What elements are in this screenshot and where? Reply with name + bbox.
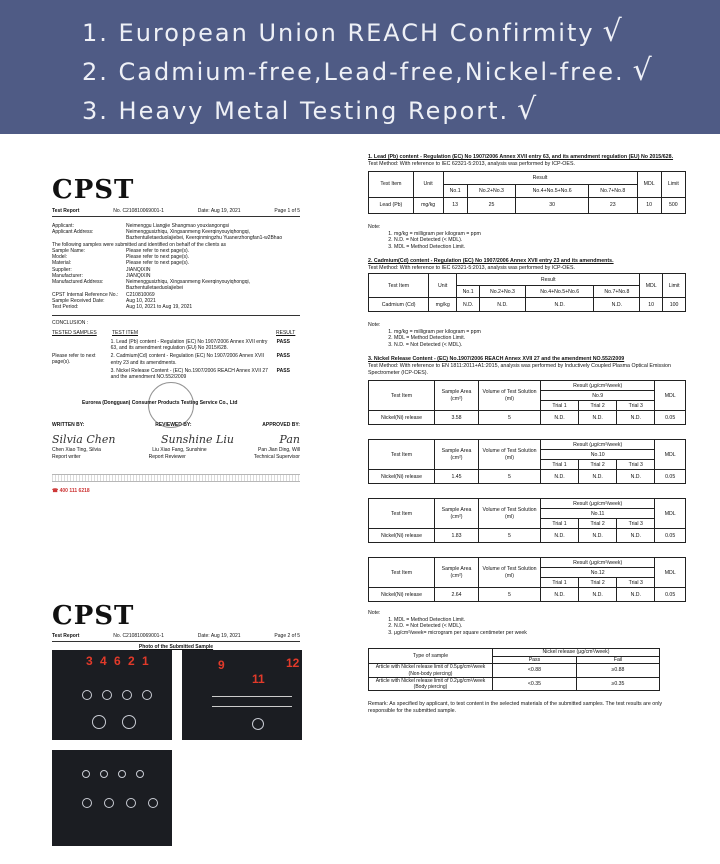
result-header: RESULT (276, 329, 296, 336)
tested-samples-header: TESTED SAMPLES (52, 329, 97, 336)
writer-role: Report writer (52, 453, 81, 460)
sample-photo-1 (52, 650, 172, 740)
field-row: Sample Received Date: Aug 10, 2021 (52, 297, 156, 304)
field-row: Test Period: Aug 10, 2021 to Aug 19, 2021 (52, 304, 193, 310)
sample-photo-2 (182, 650, 302, 740)
photo-2-label-9: 9 (218, 658, 225, 672)
approved-by-label: APPROVED BY: (262, 422, 300, 429)
signature-reviewer: Sunshine Liu (160, 432, 234, 446)
report-title-2: Test Report (52, 632, 80, 639)
test-item-header: TEST ITEM (112, 329, 139, 336)
photo-title: Photo of the Submitted Sample (138, 643, 214, 650)
field-row: Supplier: JIANQIXIN (52, 266, 151, 273)
fine-print (52, 474, 300, 482)
report-page-1 (52, 174, 300, 494)
conclusion-item: 1. Lead (Pb) content - Regulation (EC) No 1907/2006 Annex XVII entry 63, and its amendment regulation (EU) No 2015/628. PASS (110, 338, 290, 351)
signature-writer: Silvia Chen (52, 432, 116, 446)
nickel-method: Test Method: With reference to EN 1811:2011+A1:2015, analysis was performed by Inductively Coupled Plasma Optical Emission Spectrometer (ICP-OES). (368, 363, 671, 376)
report-date: Date: Aug 19, 2021 (197, 207, 241, 214)
field-row: Manufactured Address: Neimenggusizhiqu, Xingsanmeng Keerqinyouyiqhongqi, Bazhentuiletaeduolajiebei (52, 279, 250, 292)
sample-photo-3 (52, 750, 172, 846)
cadmium-notes: Note: 1. mg/kg = milligram per kilogram = ppm 2. MDL = Method Detection Limit. 3. N.D. = Not Detected (< MDL). (368, 322, 686, 348)
page-number: Page 1 of 5 (274, 207, 300, 214)
photo-2-label-11: 11 (252, 672, 265, 686)
report-page-2 (52, 600, 300, 650)
nickel-tables (368, 380, 686, 602)
phone-number: ☎ 400 111 6218 (52, 487, 90, 494)
cpst-logo-2: CPST (52, 601, 135, 631)
conclusion-label: CONCLUSION : (52, 320, 89, 327)
reviewer-name: Liu Xiao Fang, Sunshine (152, 447, 207, 454)
report-page-3 (368, 154, 686, 714)
lead-table: Test Item Unit Result MDL Limit No.1 No.2+No.3 No.4+No.5+No.6 No.7+No.8 Lead (Pb) mg/kg 13 25 30 23 10 500 (368, 171, 686, 214)
lead-notes: Note: 1. mg/kg = milligram per kilogram = ppm 2. N.D. = Not Detected (< MDL). 3. MDL = Method Detection Limit. (368, 224, 686, 250)
lead-section-title: 1. Lead (Pb) content - Regulation (EC) No 1907/2006 Annex XVII entry 63, and its amendment regulation (EU) No 2015/628. (368, 154, 674, 160)
field-row: Model: Please refer to next page(s). (52, 254, 190, 260)
cadmium-method: Test Method: With reference to IEC 62321-5:2013, analysis was performed by ICP-OES. (368, 264, 575, 271)
field-row: Manufacturer: JIANQIXIN (52, 272, 151, 279)
conclusion-item: 2. Cadmium(Cd) content - Regulation (EC) No 1907/2006 Annex XVII entry 23 and its amendments. PASS (110, 353, 290, 366)
supervisor-role: Technical Supervisor (253, 453, 300, 460)
banner-line-1: 1. European Union REACH Confirmity √ (82, 14, 624, 49)
photo-1-labels: 3 4 6 2 1 (86, 654, 151, 668)
remark: Remark: As specified by applicant, to test content in the selected materials of the submitted samples. The test results are only responsible for the submitted sample. (368, 701, 663, 714)
reviewed-by-label: REVIEWED BY: (155, 422, 192, 429)
banner-line-3: 3. Heavy Metal Testing Report. √ (82, 92, 539, 127)
nickel-table: Test Item Sample Area (cm²) Volume of Test Solution (ml) Result (μg/cm²/week) MDL No.10 Trial 1 Trial 2 Trial 3 Nickel(Ni) release 1.45 5 N.D. N.D. N.D. 0.05 (368, 439, 686, 484)
reviewer-role: Report Reviewer (148, 453, 186, 460)
nickel-table: Test Item Sample Area (cm²) Volume of Test Solution (ml) Result (μg/cm²/week) MDL No.11 Trial 1 Trial 2 Trial 3 Nickel(Ni) release 1.83 5 N.D. N.D. N.D. 0.05 (368, 498, 686, 543)
header-banner (0, 0, 720, 134)
nickel-limit-table: Type of sample Nickel release (μg/cm²/week) Pass Fail Article with Nickel release limit of 0.5μg/cm²/week (Non-body piercing) <0.88 ≥0.88 Article with Nickel release limit of 0.2μg/cm²/week (Body piercing) <0.35 ≥0.35 (368, 648, 660, 691)
field-row: Applicant: Neimenggu Liangjie Shangmao youxiangongsi (52, 222, 230, 229)
written-by-label: WRITTEN BY: (52, 422, 85, 429)
nickel-notes: Note: 1. MDL = Method Detection Limit. 2. N.D. = Not Detected (< MDL). 3. μg/cm²/week= microgram per square centimeter per week (368, 610, 686, 636)
page-number-2: Page 2 of 5 (274, 632, 300, 639)
report-title: Test Report (52, 207, 80, 214)
cpst-logo: CPST (52, 175, 135, 205)
field-row: Sample Name: Please refer to next page(s). (52, 247, 190, 254)
nickel-table: Test Item Sample Area (cm²) Volume of Test Solution (ml) Result (μg/cm²/week) MDL No.12 Trial 1 Trial 2 Trial 3 Nickel(Ni) release 2.64 5 N.D. N.D. N.D. 0.05 (368, 557, 686, 602)
company-name: Eurorea (Dongguan) Consumer Products Testing Service Co., Ltd (82, 400, 238, 407)
conclusion-items (111, 339, 300, 383)
cadmium-section-title: 2. Cadmium(Cd) content - Regulation (EC) No 1907/2006 Annex XVII entry 23 and its amendments. (368, 258, 614, 265)
report-no: No. C210810069001-1 (113, 207, 164, 214)
signature-supervisor: Pan (279, 432, 300, 446)
field-row: Material: Please refer to next page(s). (52, 260, 190, 267)
refer-note: Please refer to next page(s). (52, 352, 96, 365)
report-date-2: Date: Aug 19, 2021 (197, 632, 241, 639)
report-no-2: No. C210810069001-1 (113, 632, 164, 639)
banner-line-2: 2. Cadmium-free,Lead-free,Nickel-free. √ (82, 53, 654, 88)
nickel-table: Test Item Sample Area (cm²) Volume of Test Solution (ml) Result (μg/cm²/week) MDL No.9 Trial 1 Trial 2 Trial 3 Nickel(Ni) release 3.58 5 N.D. N.D. N.D. 0.05 (368, 380, 686, 425)
photo-2-label-12: 12 (286, 656, 300, 670)
field-row: Applicant Address: Neimenggusizhiqu, Xingsanmeng Keerqinyouyiqhongqi, Bazhentuiletaeduolajiebei, Keerqinmingzhu Yuanerzhongfan1-w2Bhao (52, 229, 283, 242)
writer-name: Chen Xiao Ting, Silvia (52, 447, 101, 454)
field-row: CPST Internal Reference No.: C210810069 (52, 291, 155, 298)
field-row: The following samples were submitted and identified on behalf of the clients as (52, 241, 226, 248)
cadmium-table: Test Item Unit Result MDL Limit No.1 No.2+No.3 No.4+No.5+No.6 No.7+No.8 Cadmium (Cd) mg/kg N.D. N.D. N.D. N.D. 10 100 (368, 273, 686, 312)
supervisor-name: Pan Jian Ding, Will (258, 447, 300, 454)
lead-method: Test Method: With reference to IEC 62321-5:2013, analysis was performed by ICP-OES. (368, 160, 575, 167)
report-fields (52, 223, 300, 311)
conclusion-item: 3. Nickel Release Content - (EC) No.1907/2006 REACH Annex XVII 27 and the amendment NO.552/2009 PASS (110, 367, 290, 380)
nickel-section-title: 3. Nickel Release Content - (EC) No.1907/2006 REACH Annex XVII 27 and the amendment NO.552/2009 (368, 356, 625, 363)
